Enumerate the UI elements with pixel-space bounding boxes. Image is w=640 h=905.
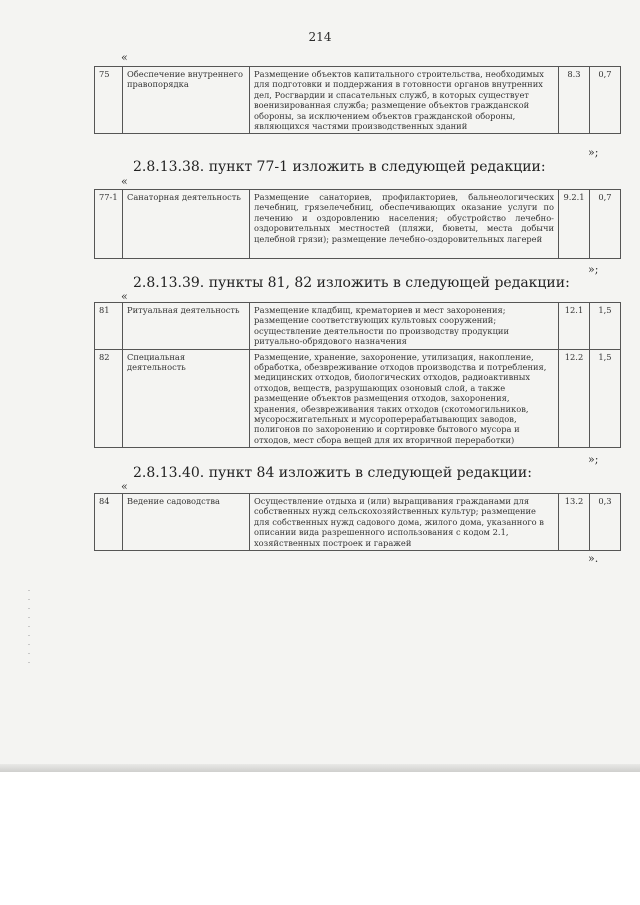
cell-coefficient: 0,7 (590, 67, 621, 134)
cell-coefficient: 1,5 (590, 349, 621, 448)
cell-description: Размещение кладбищ, крематориев и мест захоронения; размещение соответствующих культовых сооружений; осуществление деятельности по производству продукции ритуально-обрядового назначения (250, 303, 559, 350)
section-heading-77-1: 2.8.13.38. пункт 77-1 изложить в следующей редакции: (133, 159, 546, 175)
cell-num: 82 (95, 349, 123, 448)
cell-code: 9.2.1 (559, 190, 590, 259)
cell-coefficient: 1,5 (590, 303, 621, 350)
opening-quote: « (121, 51, 128, 64)
cell-description: Размещение объектов капитального строительства, необходимых для подготовки и поддержания в готовности органов внутренних дел, Росгвардии и спасательных служб, в которых существует военизированная служба; размещение объектов гражданской обороны, за исключением объектов гражданской обороны, являющихся частями производственных зданий (250, 67, 559, 134)
section-heading-81-82: 2.8.13.39. пункты 81, 82 изложить в следующей редакции: (133, 275, 570, 291)
cell-code: 8.3 (559, 67, 590, 134)
scan-dust (28, 590, 30, 670)
cell-num: 84 (95, 494, 123, 551)
cell-num: 75 (95, 67, 123, 134)
cell-coefficient: 0,3 (590, 494, 621, 551)
table-row (95, 190, 621, 259)
cell-name: Ритуальная деятельность (123, 303, 250, 350)
table-row (95, 494, 621, 551)
cell-code: 12.1 (559, 303, 590, 350)
cell-num: 77-1 (95, 190, 123, 259)
table-row (95, 349, 621, 448)
cell-name: Санаторная деятельность (123, 190, 250, 259)
table-row (95, 67, 621, 134)
cell-num: 81 (95, 303, 123, 350)
closing-quote: »; (588, 453, 599, 466)
closing-quote: ». (588, 552, 599, 565)
cell-coefficient: 0,7 (590, 190, 621, 259)
cell-name: Специальная деятельность (123, 349, 250, 448)
page-edge-shadow (0, 764, 640, 772)
opening-quote: « (121, 290, 128, 303)
closing-quote: »; (588, 146, 599, 159)
opening-quote: « (121, 175, 128, 188)
table-item-84 (94, 493, 621, 551)
table-row (95, 303, 621, 350)
opening-quote: « (121, 480, 128, 493)
table-item-77-1 (94, 189, 621, 259)
cell-description: Размещение санаториев, профилакториев, бальнеологических лечебниц, грязелечебниц, обеспечивающих оказание услуги по лечению и оздоровлению населения; обустройство лечебно-оздоровительных местностей (пляжи, бюветы, места добычи целебной грязи); размещение лечебно-оздоровительных лагерей (250, 190, 559, 259)
cell-name: Ведение садоводства (123, 494, 250, 551)
cell-description: Размещение, хранение, захоронение, утилизация, накопление, обработка, обезвреживание отходов производства и потребления, медицинских отходов, биологических отходов, радиоактивных отходов, веществ, разрушающих озоновый слой, а также размещение объектов размещения отходов, захоронения, хранения, обезвреживания таких отходов (скотомогильников, мусоросжигательных и мусороперерабатывающих заводов, полигонов по захоронению и сортировке бытового мусора и отходов, мест сбора вещей для их вторичной переработки) (250, 349, 559, 448)
cell-description: Осуществление отдыха и (или) выращивания гражданами для собственных нужд сельскохозяйственных культур; размещение для собственных нужд садового дома, жилого дома, указанного в описании вида разрешенного использования с кодом 2.1, хозяйственных построек и гаражей (250, 494, 559, 551)
cell-code: 13.2 (559, 494, 590, 551)
table-item-75 (94, 66, 621, 134)
cell-name: Обеспечение внутреннего правопорядка (123, 67, 250, 134)
cell-code: 12.2 (559, 349, 590, 448)
table-items-81-82 (94, 302, 621, 448)
closing-quote: »; (588, 263, 599, 276)
page-number: 214 (308, 30, 332, 44)
section-heading-84: 2.8.13.40. пункт 84 изложить в следующей редакции: (133, 465, 532, 481)
